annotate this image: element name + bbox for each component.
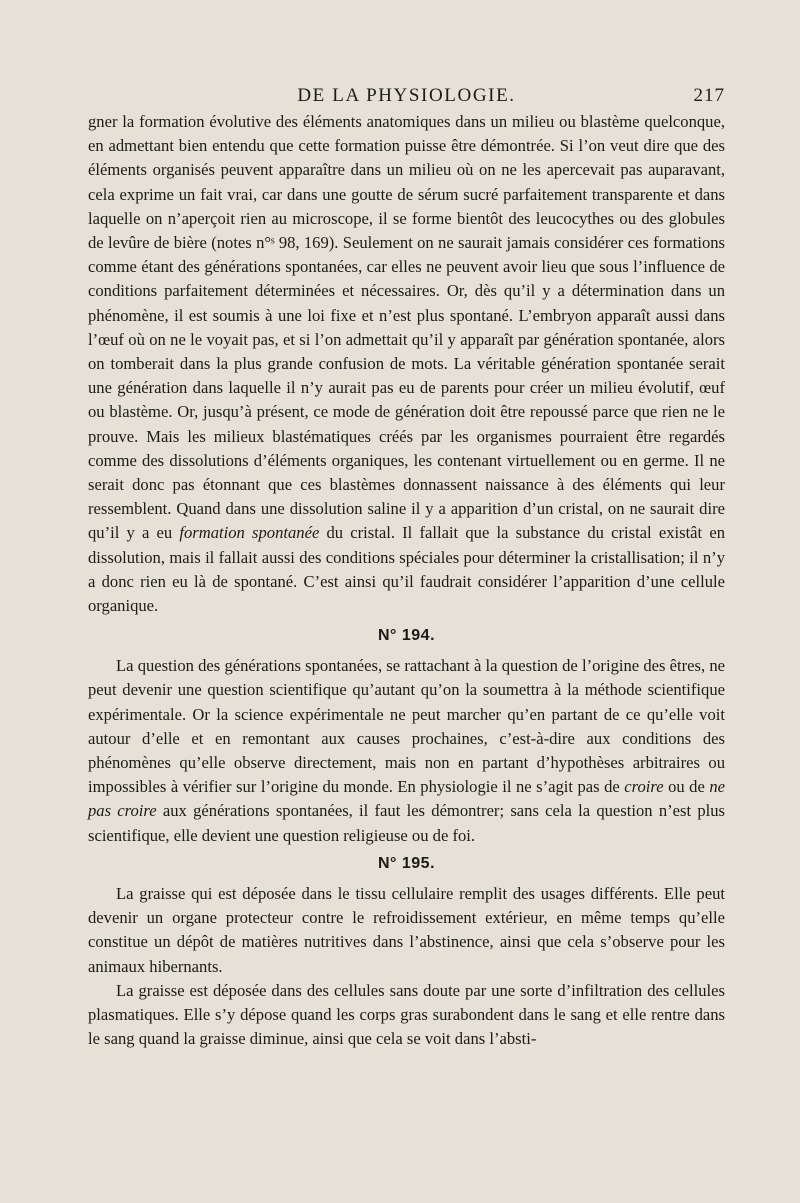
paragraph-text: La question des générations spontanées, se rattachant à la question de l’origine des êtres, ne peut devenir une question scientifique qu’autant qu’on la soumettra à la méthode scientifique expérimentale. Or la science expérimentale ne peut marcher qu’en partant de ce qu’elle voit autour d’elle et en remontant aux causes prochaines, c’est-à-dire aux conditions des phénomènes qu’elle observe directement, mais non en partant d’hypothèses arbitraires ou impossibles à vérifier sur l’origine du monde. En physiologie il ne s’agit pas de [88,656,725,797]
paragraph-text: gner la formation évolutive des éléments anatomiques dans un milieu ou blastème quelconque, en admettant bien entendu que cette formation puisse être démontrée. Si l’on veut dire que des éléments organisés peuvent apparaître dans un milieu où on ne les apercevait pas auparavant, cela exprime un fait vrai, car dans une goutte de sérum sucré parfaitement transparente et dans laquelle on n’aperçoit rien au microscope, il se forme bientôt des leucocythes ou des globules de levûre de bière (notes n°ˢ 98, 169). Seulement on ne saurait jamais considérer ces formations comme étant des générations spontanées, car elles ne peuvent avoir lieu que sous l’influence de conditions parfaitement déterminées et nécessaires. Or, dès qu’il y a détermination dans un phénomène, il est soumis à une loi fixe et n’est plus spontané. L’embryon apparaît aussi dans l’œuf où on ne le voyait pas, et si l’on admettait qu’il y apparaît par génération spontanée, alors on tomberait dans la plus grande confusion de mots. La véritable génération spontanée serait une génération dans laquelle il n’y aurait pas eu de parents pour créer un milieu évolutif, œuf ou blastème. Or, jusqu’à présent, ce mode de génération doit être repoussé parce que rien ne le prouve. Mais les milieux blastématiques créés par les organismes pourraient être regardés comme des dissolutions d’éléments organiques, les contenant virtuellement ou en germe. Il ne serait donc pas étonnant que ces blastèmes donnassent naissance à des éléments qui leur ressemblent. Quand dans une dissolution saline il y a apparition d’un cristal, on ne saurait dire qu’il y a eu [88,112,725,543]
section-heading-194: N° 194. [377,627,436,645]
page-header [88,85,725,109]
paragraph-195-1: La graisse qui est déposée dans le tissu cellulaire remplit des usages différents. Elle peut devenir un organe protecteur contre le refroidissement extérieur, en même temps qu’elle constitue un dépôt de matières nutritives dans l’abstinence, ainsi que cela s’observe pour les animaux hibernants. [88,883,725,976]
page-number: 217 [693,85,725,106]
running-title: DE LA PHYSIOLOGIE. [297,85,516,106]
paragraph-195-2: La graisse est déposée dans des cellules sans doute par une sorte d’infiltration des cellules plasmatiques. Elle s’y dépose quand les corps gras surabondent dans le sang et elle rentre dans le sang quand la graisse diminue, ainsi que cela se voit dans l’absti- [88,980,725,1049]
page-body [88,110,725,1051]
italic-phrase: croire [624,777,664,797]
italic-phrase: ne pas croire [88,777,725,821]
paragraph-194 [88,654,725,848]
paragraph-text: ou de [663,777,710,797]
italic-phrase: formation spontanée [179,523,320,543]
paragraph-text: du cristal. Il fallait que la substance du cristal existât en dissolution, mais il fallait aussi des conditions spéciales pour déterminer la cristallisation; il n’y a donc rien eu là de spontané. C’est ainsi qu’il faudrait considérer l’apparition d’une cellule organique. [88,523,725,616]
paragraph-text: aux générations spontanées, il faut les démontrer; sans cela la question n’est plus scientifique, elle devient une question religieuse ou de foi. [88,801,725,845]
section-heading-195: N° 195. [377,854,436,872]
paragraph-continued [88,110,725,618]
